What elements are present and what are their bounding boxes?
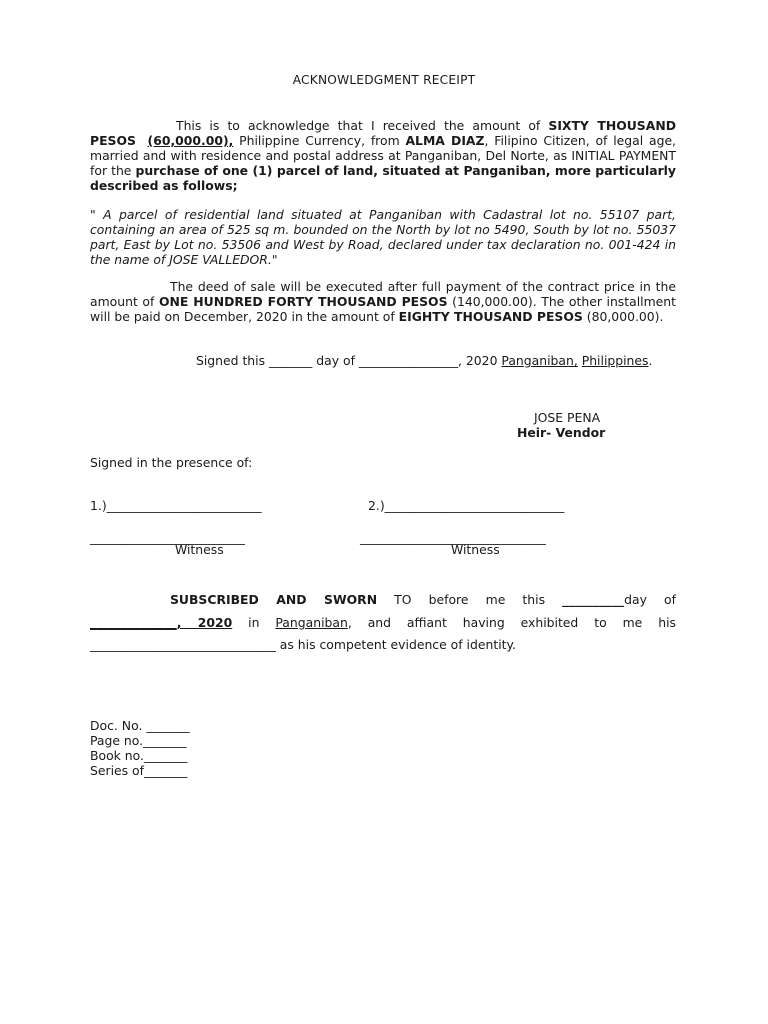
- witness-2-line: 2.)_____________________________: [368, 498, 565, 513]
- vendor-name: JOSE PENA: [534, 410, 601, 425]
- land-description: " A parcel of residential land situated at Panganiban with Cadastral lot no. 55107 part, containing an area of 525 sq m. bounded on the North by lot no 5490, South by lot no. 55037 part, East by Lot no. 53506 and West by Road, declared under tax declaration no. 001-424 in the name of JOSE VALLEDOR.": [90, 207, 676, 267]
- witness-2-signature-line: ______________________________: [360, 530, 546, 545]
- receipt-paragraph: This is to acknowledge that I received the amount of SIXTY THOUSAND PESOS (60,000.00), Philippine Currency, from ALMA DIAZ, Filipino Citizen, of legal age, married and with residence and postal address at Panganiban, Del Norte, as INITIAL PAYMENT for the purchase of one (1) parcel of land, situated at Panganiban, more particularly described as follows;: [90, 118, 677, 193]
- witness-1-line: 1.)_________________________: [90, 498, 262, 513]
- jurat-line-2: ______________, 2020 in Panganiban, and affiant having exhibited to me his: [90, 615, 676, 630]
- payment-terms-paragraph: The deed of sale will be executed after full payment of the contract price in the amount of ONE HUNDRED FORTY THOUSAND PESOS (140,000.00). The other installment will be paid on December, 2020 in the amount of EIGHTY THOUSAND PESOS (80,000.00).: [90, 279, 676, 324]
- balance-words: EIGHTY THOUSAND PESOS: [398, 309, 583, 324]
- amount-number: (60,000.00),: [147, 133, 234, 148]
- vendor-role: Heir- Vendor: [517, 425, 606, 440]
- total-price-words: ONE HUNDRED FORTY THOUSAND PESOS: [158, 294, 448, 309]
- witness-2-label: Witness: [451, 542, 500, 557]
- purchase-description: purchase of one (1) parcel of land, situated at Panganiban, more particularly described as follows;: [90, 163, 676, 193]
- notary-series: Series of_______: [90, 763, 188, 778]
- jurat-line-3: ______________________________ as his competent evidence of identity.: [90, 637, 516, 652]
- jurat-place: Panganiban: [275, 615, 348, 630]
- notary-doc-no: Doc. No. _______: [90, 718, 190, 733]
- jurat-line-1: SUBSCRIBED AND SWORN TO before me this __________day of: [170, 592, 676, 607]
- document-title: ACKNOWLEDGMENT RECEIPT: [292, 73, 476, 87]
- amount-words: SIXTY THOUSAND PESOS: [90, 118, 676, 148]
- notary-page-no: Page no._______: [90, 733, 187, 748]
- presence-label: Signed in the presence of:: [90, 455, 253, 470]
- witness-1-signature-line: _________________________: [90, 530, 245, 545]
- notary-book-no: Book no._______: [90, 748, 188, 763]
- signed-place: Panganiban,: [501, 353, 578, 368]
- buyer-name: ALMA DIAZ: [405, 133, 485, 148]
- signed-date-line: Signed this _______ day of ________________, 2020 Panganiban, Philippines.: [196, 353, 653, 368]
- witness-1-label: Witness: [175, 542, 224, 557]
